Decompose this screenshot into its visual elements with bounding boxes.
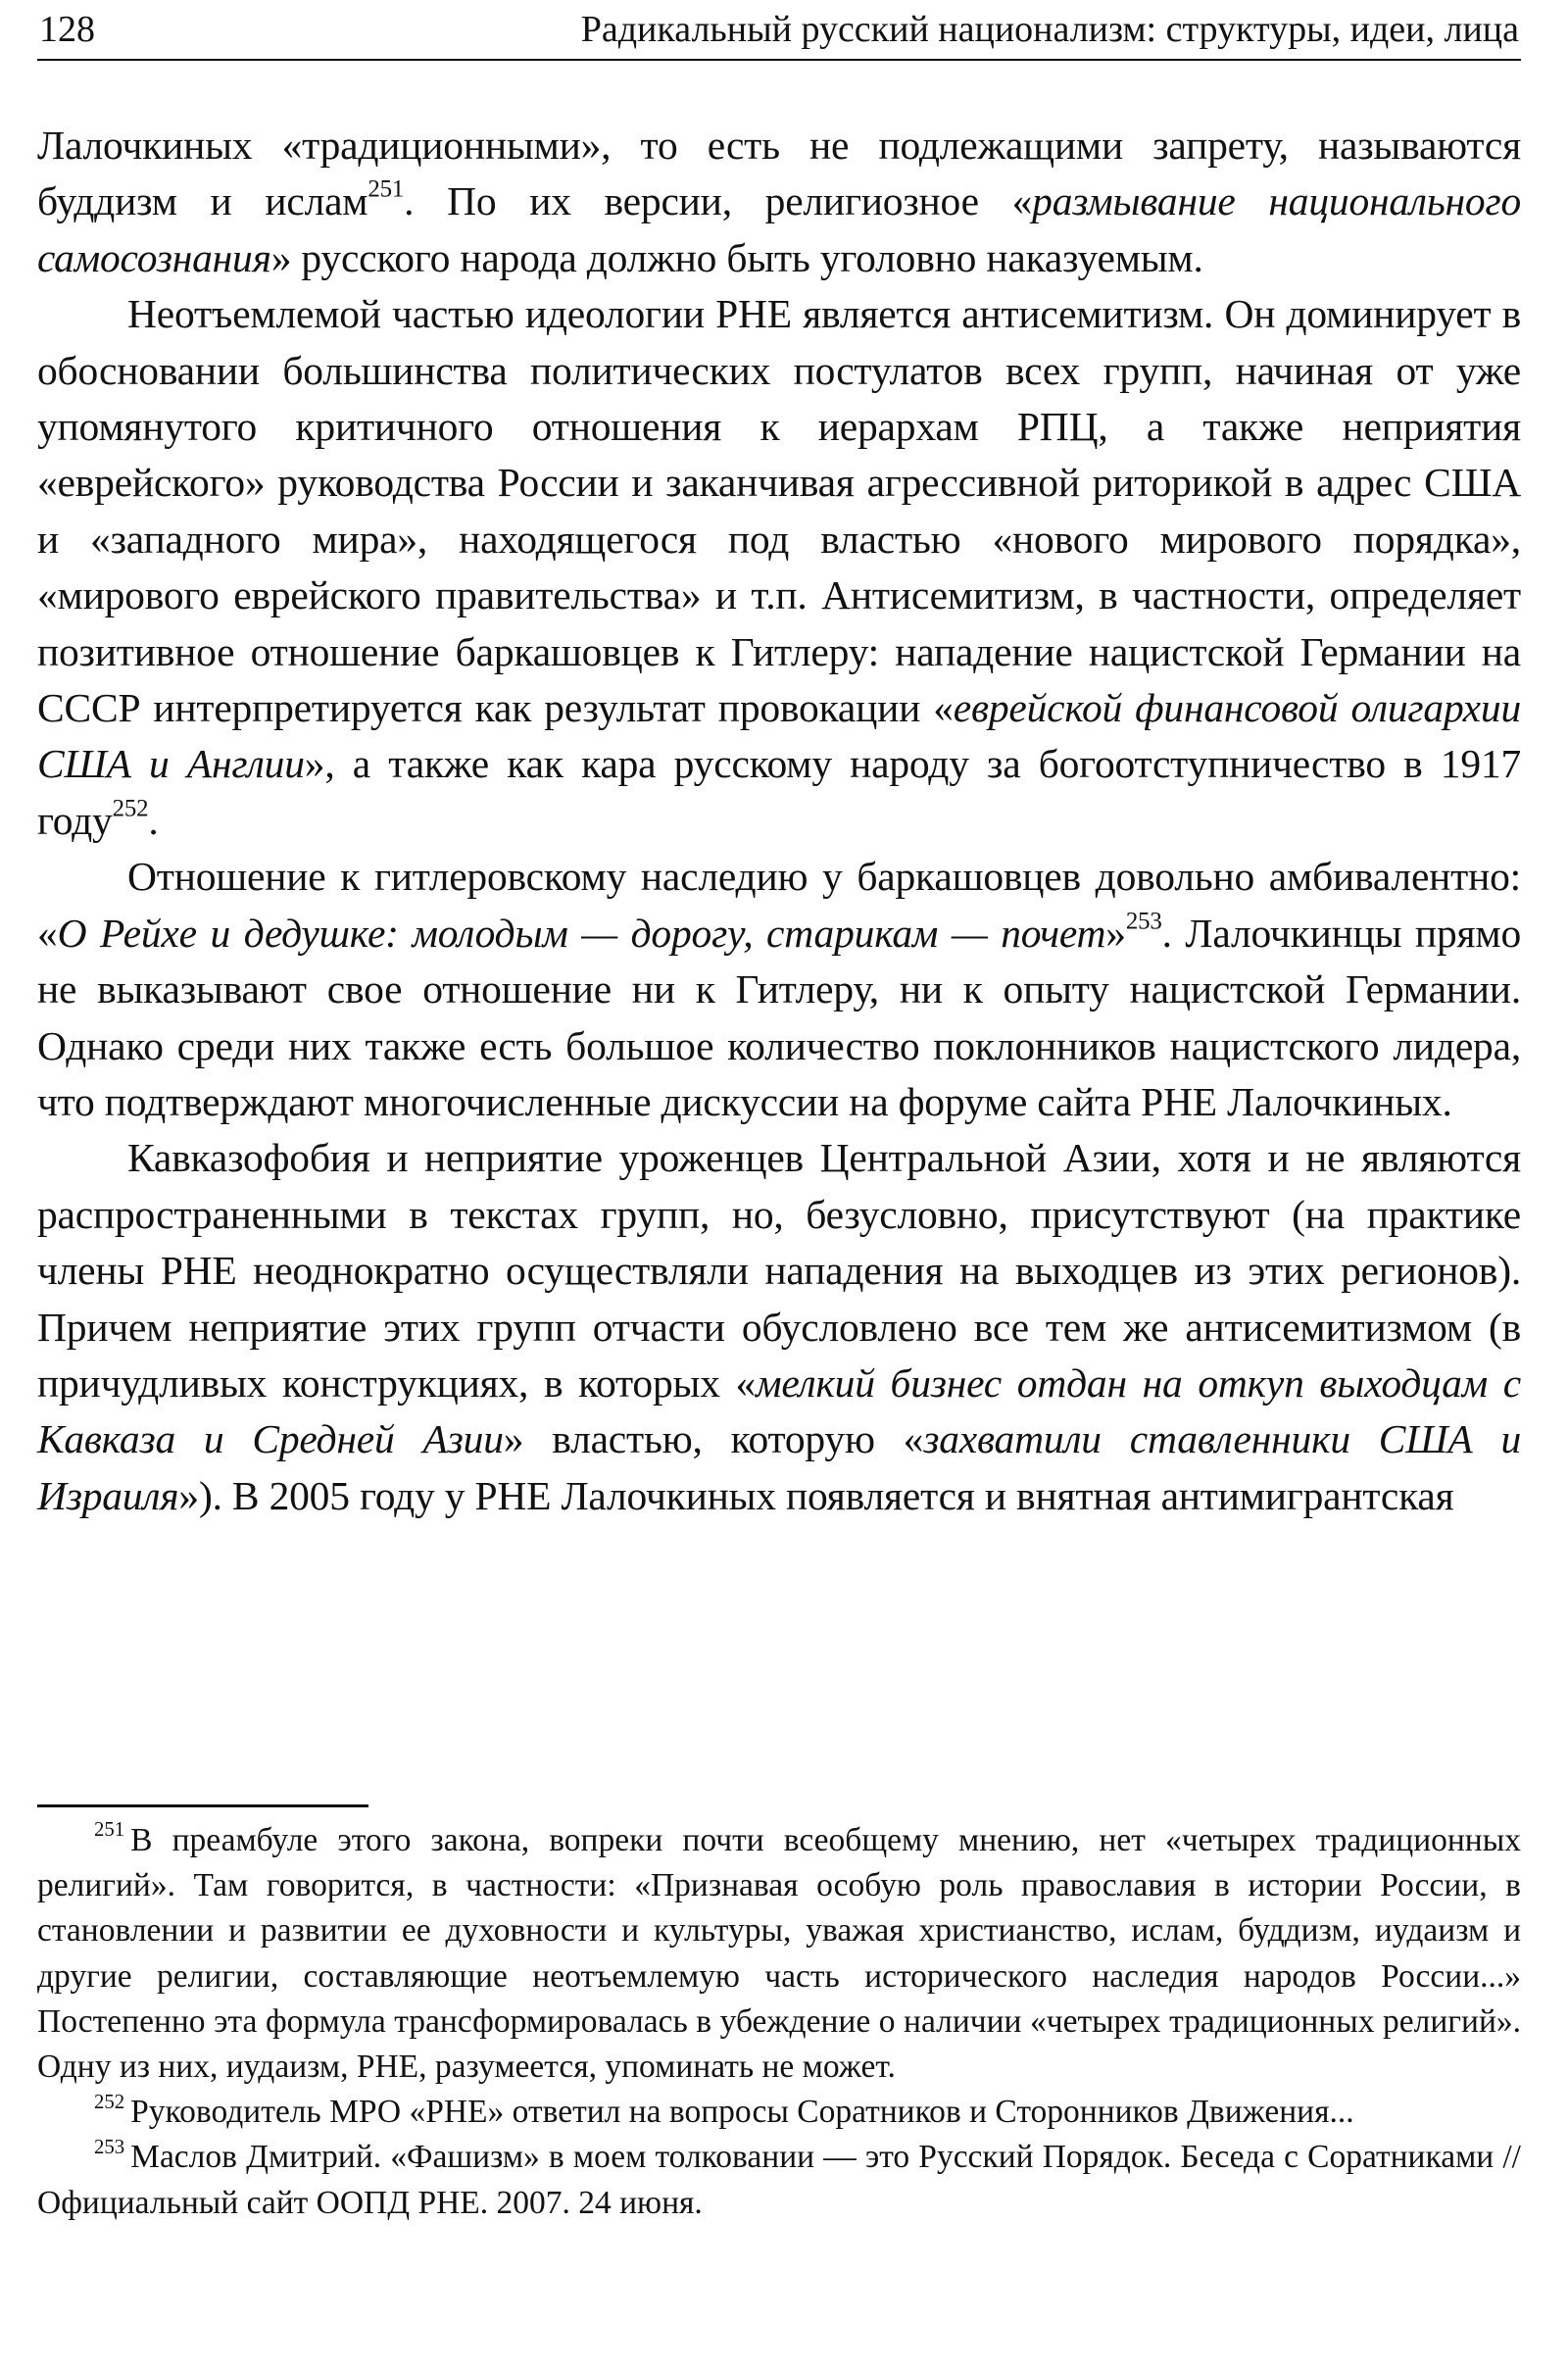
footnote-mark: 251: [94, 1818, 125, 1842]
footnote-ref-252: 252: [112, 795, 149, 822]
text-run: . Лалочкинцы прямо не выказывают свое отношение ни к Гитлеру, ни к опыту нацистской Германии. Однако среди них также есть большое количество поклонников нацистского лидера, что подтверждают многочисленные дискуссии на форуме сайта РНЕ Лалочкиных.: [37, 910, 1521, 1124]
italic-quote: еврейской финансовой олигархии США и Англии: [37, 685, 1521, 787]
footnote-253: [37, 2135, 1521, 2225]
footnote-text: В преамбуле этого закона, вопреки почти всеобщему мнению, нет «четырех традиционных религий». Там говорится, в частности: «Признавая особую роль православия в истории России, в становлении и развитии ее духовности и культуры, уважая христианство, ислам, буддизм, иудаизм и другие религии, составляющие неотъемлемую часть исторического наследия народов России...» Постепенно эта формула трансформировалась в убеждение о наличии «четырех традиционных религий». Одну из них, иудаизм, РНЕ, разумеется, упоминать не может.: [37, 1822, 1521, 2086]
footnote-ref-251: 251: [368, 175, 405, 203]
text-run: » русского народа должно быть уголовно наказуемым.: [270, 234, 1203, 280]
footnote-text: Маслов Дмитрий. «Фашизм» в моем толковании — это Русский Порядок. Беседа с Соратниками // Официальный сайт ООПД РНЕ. 2007. 24 июня.: [37, 2139, 1521, 2221]
footnote-text: Руководитель МРО «РНЕ» ответил на вопросы Соратников и Сторонников Движения...: [130, 2094, 1354, 2131]
page-header: [37, 6, 1521, 61]
text-run: . По их версии, религиозное «: [404, 178, 1033, 224]
footnote-mark: 253: [94, 2135, 125, 2158]
text-run: »). В 2005 году у РНЕ Лалочкиных появляется и внятная антимигрантская: [178, 1472, 1454, 1518]
italic-quote: мелкий бизнес отдан на откуп выходцам с Кавказа и Средней Азии: [37, 1359, 1521, 1462]
footnotes: [37, 1818, 1521, 2226]
text-run: .: [148, 797, 159, 843]
text-run: Отношение к гитлеровскому наследию у баркашовцев довольно амбивалентно: «: [37, 854, 1521, 956]
italic-quote: О Рейхе и дедушке: молодым — дорогу, старикам — почет: [57, 910, 1106, 956]
text-run: »: [1105, 910, 1126, 956]
footnote-mark: 252: [94, 2090, 125, 2113]
page-number: 128: [39, 9, 95, 50]
running-title: Радикальный русский национализм: структуры, идеи, лица: [580, 9, 1519, 50]
footnote-ref-253: 253: [1125, 908, 1162, 935]
italic-quote: захватили ставленники США и Израиля: [37, 1416, 1521, 1518]
footnote-divider: [37, 1804, 368, 1807]
footnote-252: [37, 2090, 1521, 2135]
text-run: Неотъемлемой частью идеологии РНЕ является антисемитизм. Он доминирует в обосновании большинства политических постулатов всех групп, начиная от уже упомянутого критичного отношения к иерархам РПЦ, а также неприятия «еврейского» руководства России и заканчивая агрессивной риторикой в адрес США и «западного мира», находящегося под властью «нового мирового порядка», «мирового еврейского правительства» и т.п. Антисемитизм, в частности, определяет позитивное отношение баркашовцев к Гитлеру: нападение нацистской Германии на СССР интерпретируется как результат провокации «: [37, 291, 1521, 731]
paragraph-4: [37, 1130, 1521, 1524]
paragraph-1: [37, 118, 1521, 286]
main-text: [37, 118, 1521, 1524]
italic-quote: размывание национального самосознания: [37, 178, 1521, 280]
paragraph-2: [37, 286, 1521, 849]
footnote-251: [37, 1818, 1521, 2090]
text-run: », а также как кара русскому народу за богоотступничество в 1917 году: [37, 741, 1521, 843]
text-run: Кавказофобия и неприятие уроженцев Центральной Азии, хотя и не являются распространенными в текстах групп, но, безусловно, присутствуют (на практике члены РНЕ неоднократно осуществляли нападения на выходцев из этих регионов). Причем неприятие этих групп отчасти обусловлено все тем же антисемитизмом (в причудливых конструкциях, в которых «: [37, 1135, 1521, 1406]
paragraph-3: [37, 849, 1521, 1130]
text-run: » властью, которую «: [503, 1416, 924, 1462]
text-run: Лалочкиных «традиционными», то есть не подлежащими запрету, называются буддизм и ислам: [37, 123, 1521, 224]
